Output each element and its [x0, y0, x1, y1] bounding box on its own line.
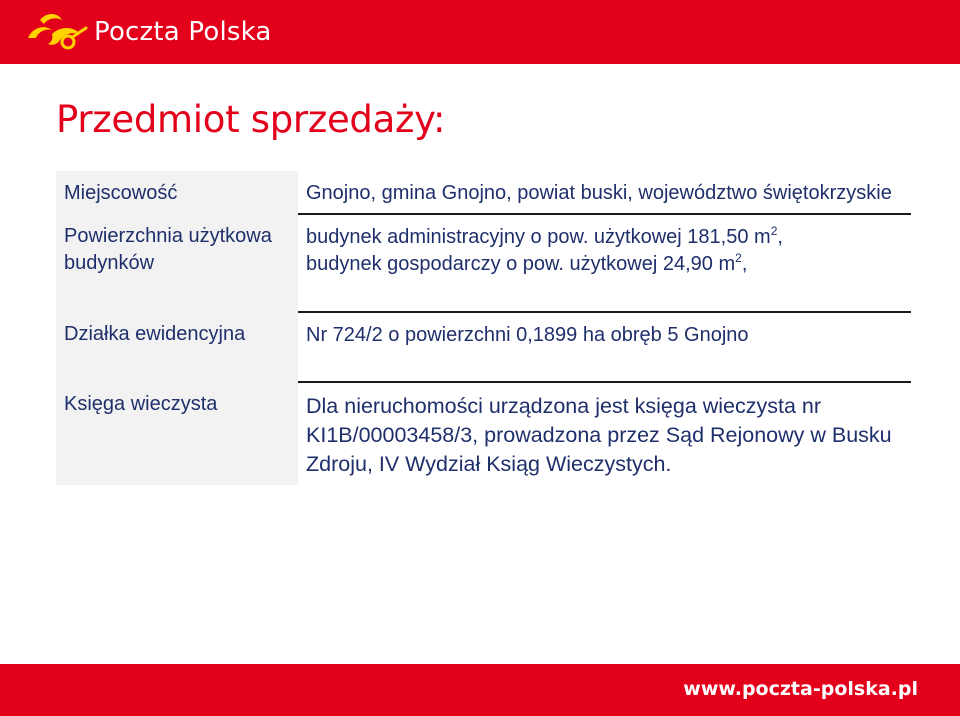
area-line-1-text: budynek administracyjny o pow. użytkowej 181,50 m — [306, 226, 771, 248]
footer-bar — [0, 664, 960, 716]
brand-logo[interactable] — [22, 8, 272, 56]
area-line-2-unit-exponent: 2 — [735, 251, 742, 265]
area-line-1-unit-exponent: 2 — [770, 224, 778, 238]
row-value: Nr 724/2 o powierzchni 0,1899 ha obręb 5 Gnojno — [298, 312, 911, 382]
table-row — [56, 171, 911, 214]
area-line-1-tail: , — [777, 226, 783, 248]
poczta-polska-horn-logo-icon — [22, 8, 92, 56]
page-title: Przedmiot sprzedaży: — [56, 98, 446, 141]
table-row — [56, 382, 911, 485]
brand-name: Poczta Polska — [94, 17, 272, 47]
row-label: Księga wieczysta — [56, 382, 298, 485]
area-line-2 — [306, 253, 747, 275]
header-bar — [0, 0, 960, 64]
area-line-2-text: budynek gospodarczy o pow. użytkowej 24,90 m — [306, 253, 736, 275]
row-label: Miejscowość — [56, 171, 298, 214]
row-value: Gnojno, gmina Gnojno, powiat buski, województwo świętokrzyskie — [298, 171, 911, 214]
area-line-1 — [306, 226, 783, 248]
row-value: Dla nieruchomości urządzona jest księga wieczysta nr KI1B/00003458/3, prowadzona przez Sąd Rejonowy w Busku Zdroju, IV Wydział Ksiąg Wieczystych. — [306, 394, 892, 476]
area-line-2-tail: , — [741, 253, 748, 275]
table-row — [56, 214, 911, 312]
row-label: Powierzchnia użytkowa budynków — [56, 214, 298, 312]
row-label: Działka ewidencyjna — [56, 312, 298, 382]
table-row — [56, 312, 911, 382]
website-link[interactable]: www.poczta-polska.pl — [683, 678, 918, 700]
property-details-table — [56, 171, 911, 485]
row-value — [298, 214, 911, 312]
